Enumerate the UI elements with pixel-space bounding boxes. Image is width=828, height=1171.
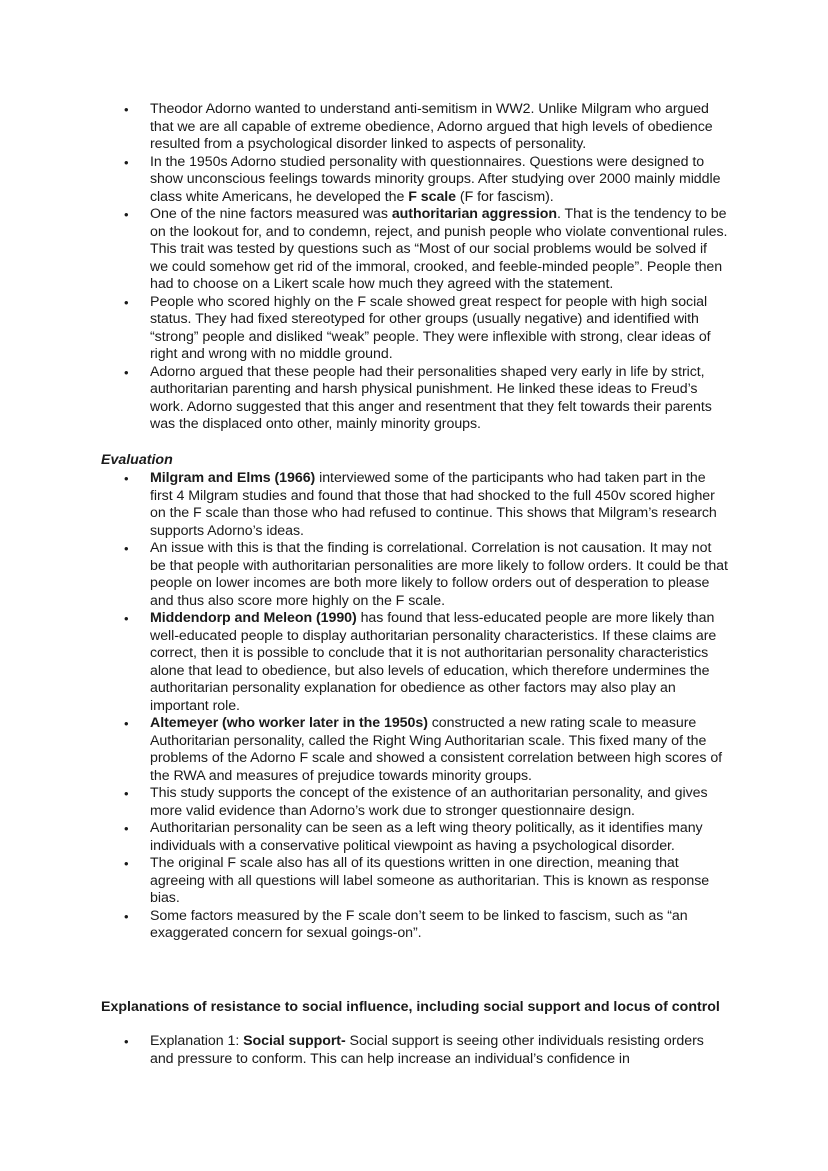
bullet-item <box>0 154 828 207</box>
text-segment: One of the nine factors measured was <box>150 206 392 222</box>
text-segment: Some factors measured by the F scale don’t seem to be linked to fascism, such as “an exaggerated concern for sexual goings-on”. <box>150 907 688 941</box>
text-segment: An issue with this is that the finding is correlational. Correlation is not causation. It may not be that people with authoritarian personalities are more likely to follow orders. It could be that people on lower incomes are both more likely to follow orders out of desperation to please and thus also score more highly on the F scale. <box>150 540 728 609</box>
text-segment: People who scored highly on the F scale showed great respect for people with high social status. They had fixed stereotyped for other groups (usually negative) and identified with “strong” people and disliked “weak” people. They were inflexible with strong, clear ideas of right and wrong with no middle ground. <box>150 293 711 362</box>
text-segment: Explanation 1: <box>150 1033 244 1049</box>
text-segment: . That is the tendency to be on the lookout for, and to condemn, reject, and punish people who violate conventional rules. This trait was tested by questions such as “Most of our social problems would be solved if we could somehow get rid of the immoral, crooked, and feeble-minded people”. People then had to choose on a Likert scale how much they agreed with the statement. <box>150 206 728 292</box>
bullet-dot-icon: • <box>124 1034 129 1049</box>
bullet-dot-icon: • <box>124 471 129 486</box>
text-segment: The original F scale also has all of its questions written in one direction, meaning that agreeing with all questions will label someone as authoritarian. This is known as response bias. <box>150 855 710 906</box>
bold-text-segment: authoritarian aggression <box>391 206 557 222</box>
bullet-dot-icon: • <box>124 786 129 801</box>
text-segment: This study supports the concept of the existence of an authoritarian personality, and gives more valid evidence than Adorno’s work due to stronger questionnaire design. <box>150 785 708 819</box>
bullet-dot-icon: • <box>124 611 129 626</box>
bullet-item <box>0 908 828 943</box>
bullet-item <box>0 470 828 540</box>
bullet-item <box>0 855 828 908</box>
evaluation-heading: Evaluation <box>101 452 173 468</box>
bullet-dot-icon: • <box>124 364 129 380</box>
bullet-item <box>0 785 828 820</box>
resistance-section-heading: Explanations of resistance to social influence, including social support and locus of control <box>101 999 720 1015</box>
bullet-dot-icon: • <box>124 856 129 871</box>
text-segment: interviewed some of the participants who had taken part in the first 4 Milgram studies and found that those that had shocked to the full 450v scored higher on the F scale than those who had refused to continue. This shows that Milgram’s research supports Adorno’s ideas. <box>150 470 717 539</box>
bullet-item <box>0 1033 828 1068</box>
text-segment: constructed a new rating scale to measure Authoritarian personality, called the Right Wing Authoritarian scale. This fixed many of the problems of the Adorno F scale and showed a consistent correlation between high scores of the RWA and measures of prejudice towards minority groups. <box>150 715 723 784</box>
bold-text-segment: Altemeyer (who worker later in the 1950s) <box>150 715 428 731</box>
intro-bullet-list <box>0 101 828 434</box>
bullet-dot-icon: • <box>124 294 129 310</box>
bullet-dot-icon: • <box>124 154 129 170</box>
bullet-dot-icon: • <box>124 207 129 222</box>
bullet-item <box>0 820 828 855</box>
text-segment: Adorno argued that these people had their personalities shaped very early in life by strict, authoritarian parenting and harsh physical punishment. He linked these ideas to Freud’s work. Adorno suggested that this anger and resentment that they felt towards their parents was the displaced onto other, mainly minority groups. <box>150 363 712 432</box>
bold-text-segment: Middendorp and Meleon (1990) <box>150 610 357 626</box>
bullet-item <box>0 101 828 154</box>
bullet-dot-icon: • <box>124 716 129 731</box>
bullet-item <box>0 540 828 610</box>
evaluation-bullet-list <box>0 470 828 943</box>
bullet-item <box>0 715 828 785</box>
text-segment: has found that less-educated people are more likely than well-educated people to display authoritarian personality characteristics. If these claims are correct, then it is possible to conclude that it is not authoritarian personality characteristics alone that lead to obedience, but also levels of education, which therefore undermines the authoritarian personality explanation for obedience as other factors may also play an important role. <box>150 610 717 714</box>
resistance-bullet-list <box>0 1033 828 1068</box>
text-segment: (F for fascism). <box>456 188 554 205</box>
text-segment: Social support is seeing other individuals resisting orders and pressure to conform. This can help increase an individual’s confidence in <box>150 1033 704 1067</box>
text-segment: In the 1950s Adorno studied personality with questionnaires. Questions were designed to show unconscious feelings towards minority groups. After studying over 2000 mainly middle class white Americans, he developed the <box>150 153 721 205</box>
text-segment: Theodor Adorno wanted to understand anti-semitism in WW2. Unlike Milgram who argued that we are all capable of extreme obedience, Adorno argued that high levels of obedience resulted from a psychological disorder linked to aspects of personality. <box>150 101 713 152</box>
bold-text-segment: Milgram and Elms (1966) <box>150 470 316 486</box>
bullet-item <box>0 610 828 715</box>
bullet-dot-icon: • <box>124 102 129 117</box>
bold-text-segment: Social support- <box>243 1033 346 1049</box>
bold-text-segment: F scale <box>408 188 457 205</box>
bullet-item <box>0 364 828 434</box>
bullet-item <box>0 294 828 364</box>
bullet-dot-icon: • <box>124 821 129 836</box>
text-segment: Authoritarian personality can be seen as a left wing theory politically, as it identifies many individuals with a conservative political viewpoint as having a psychological disorder. <box>150 820 703 854</box>
bullet-dot-icon: • <box>124 908 129 924</box>
bullet-item <box>0 206 828 294</box>
bullet-dot-icon: • <box>124 541 129 556</box>
